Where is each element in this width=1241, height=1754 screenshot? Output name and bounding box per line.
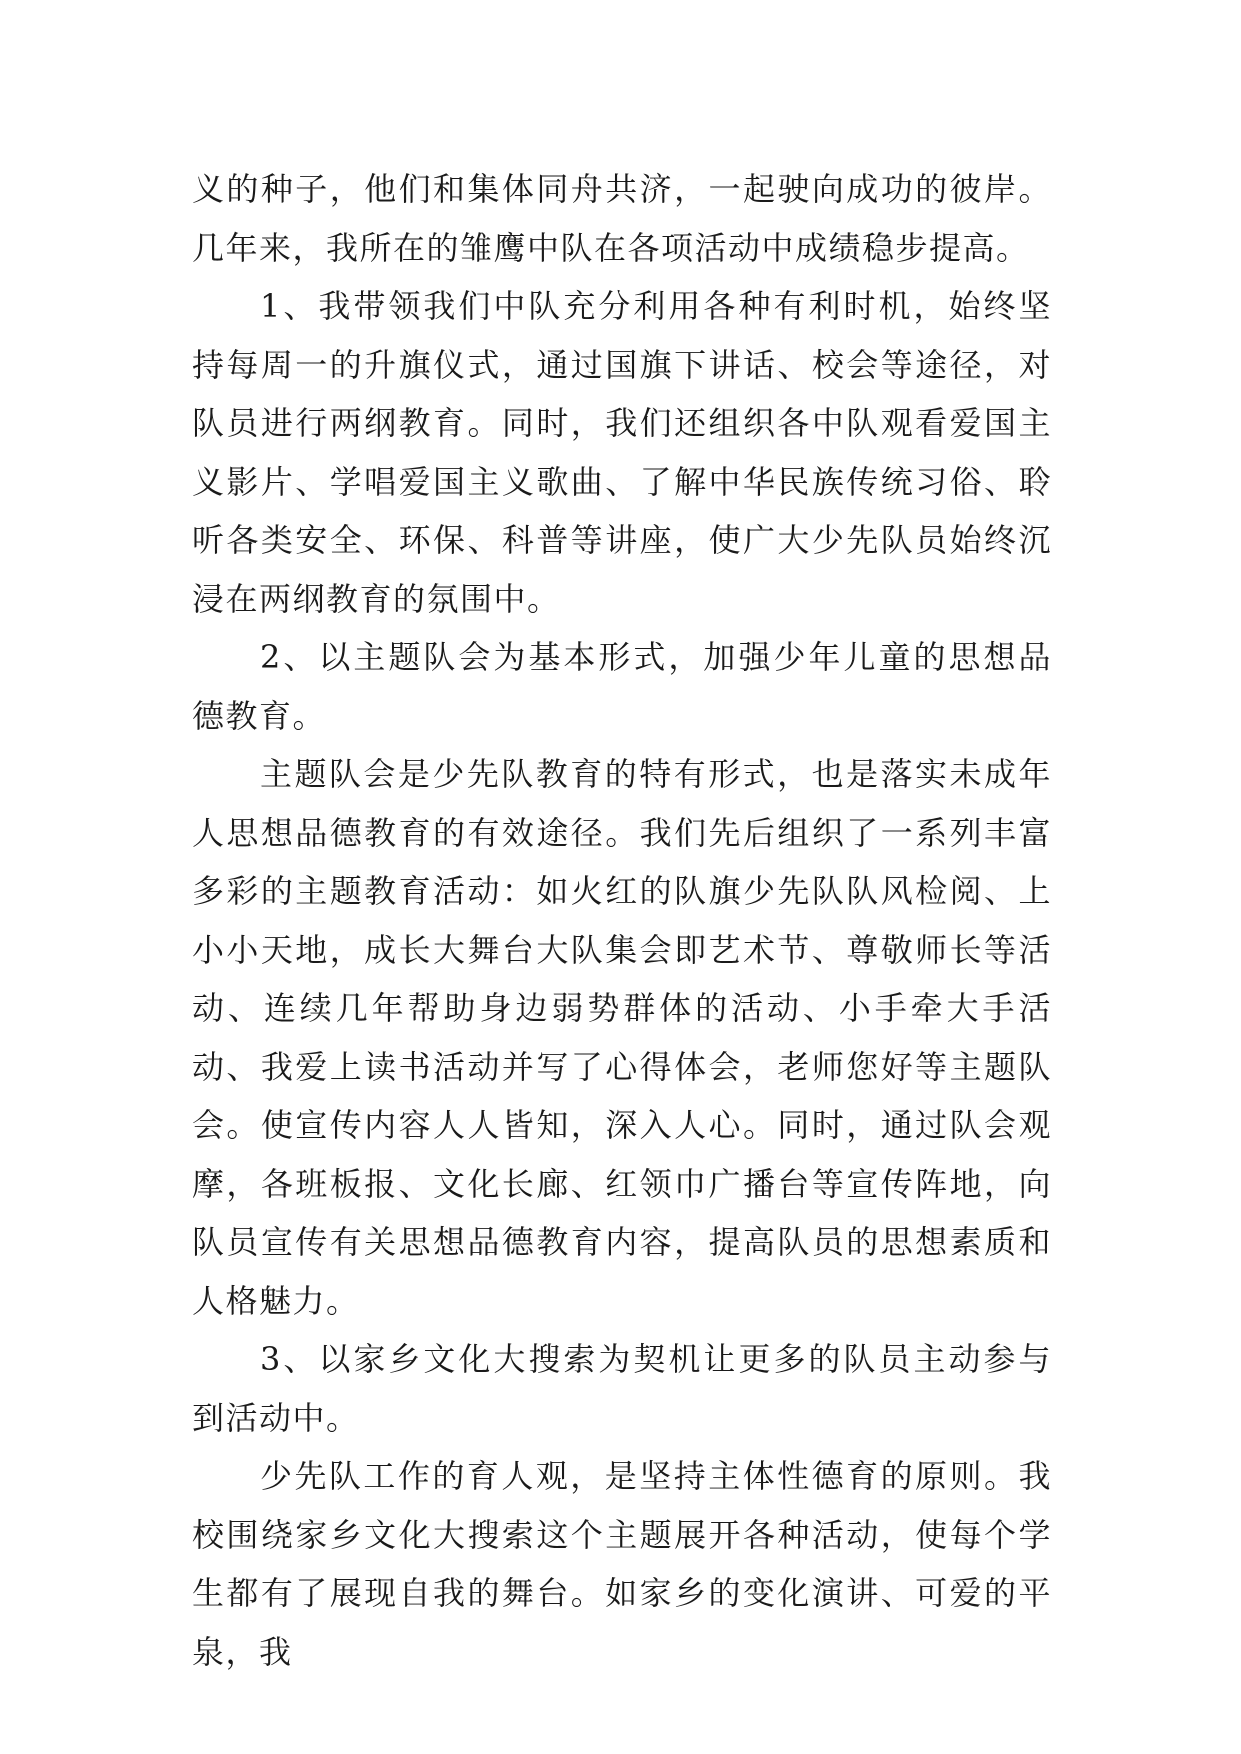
- paragraph-theme-meetings: 主题队会是少先队教育的特有形式，也是落实未成年人思想品德教育的有效途径。我们先后组织了一系列丰富多彩的主题教育活动：如火红的队旗少先队队风检阅、上小小天地，成长大舞台大队集会即艺术节、尊敬师长等活动、连续几年帮助身边弱势群体的活动、小手牵大手活动、我爱上读书活动并写了心得体会，老师您好等主题队会。使宣传内容人人皆知，深入人心。同时，通过队会观摩，各班板报、文化长廊、红领巾广播台等宣传阵地，向队员宣传有关思想品德教育内容，提高队员的思想素质和人格魅力。: [192, 755, 1052, 1320]
- paragraph-continuation: 义的种子，他们和集体同舟共济，一起驶向成功的彼岸。几年来，我所在的雏鹰中队在各项活动中成绩稳步提高。: [192, 170, 1052, 267]
- document-body: [192, 160, 1052, 1681]
- paragraph-item-1: 1、我带领我们中队充分利用各种有利时机，始终坚持每周一的升旗仪式，通过国旗下讲话、校会等途径，对队员进行两纲教育。同时，我们还组织各中队观看爱国主义影片、学唱爱国主义歌曲、了解中华民族传统习俗、聆听各类安全、环保、科普等讲座，使广大少先队员始终沉浸在两纲教育的氛围中。: [192, 287, 1052, 618]
- paragraph-item-3-heading: 3、以家乡文化大搜索为契机让更多的队员主动参与到活动中。: [192, 1340, 1052, 1437]
- paragraph-education-principle: 少先队工作的育人观，是坚持主体性德育的原则。我校围绕家乡文化大搜索这个主题展开各种活动，使每个学生都有了展现自我的舞台。如家乡的变化演讲、可爱的平泉，我: [192, 1457, 1052, 1671]
- paragraph-item-2-heading: 2、以主题队会为基本形式，加强少年儿童的思想品德教育。: [192, 638, 1052, 735]
